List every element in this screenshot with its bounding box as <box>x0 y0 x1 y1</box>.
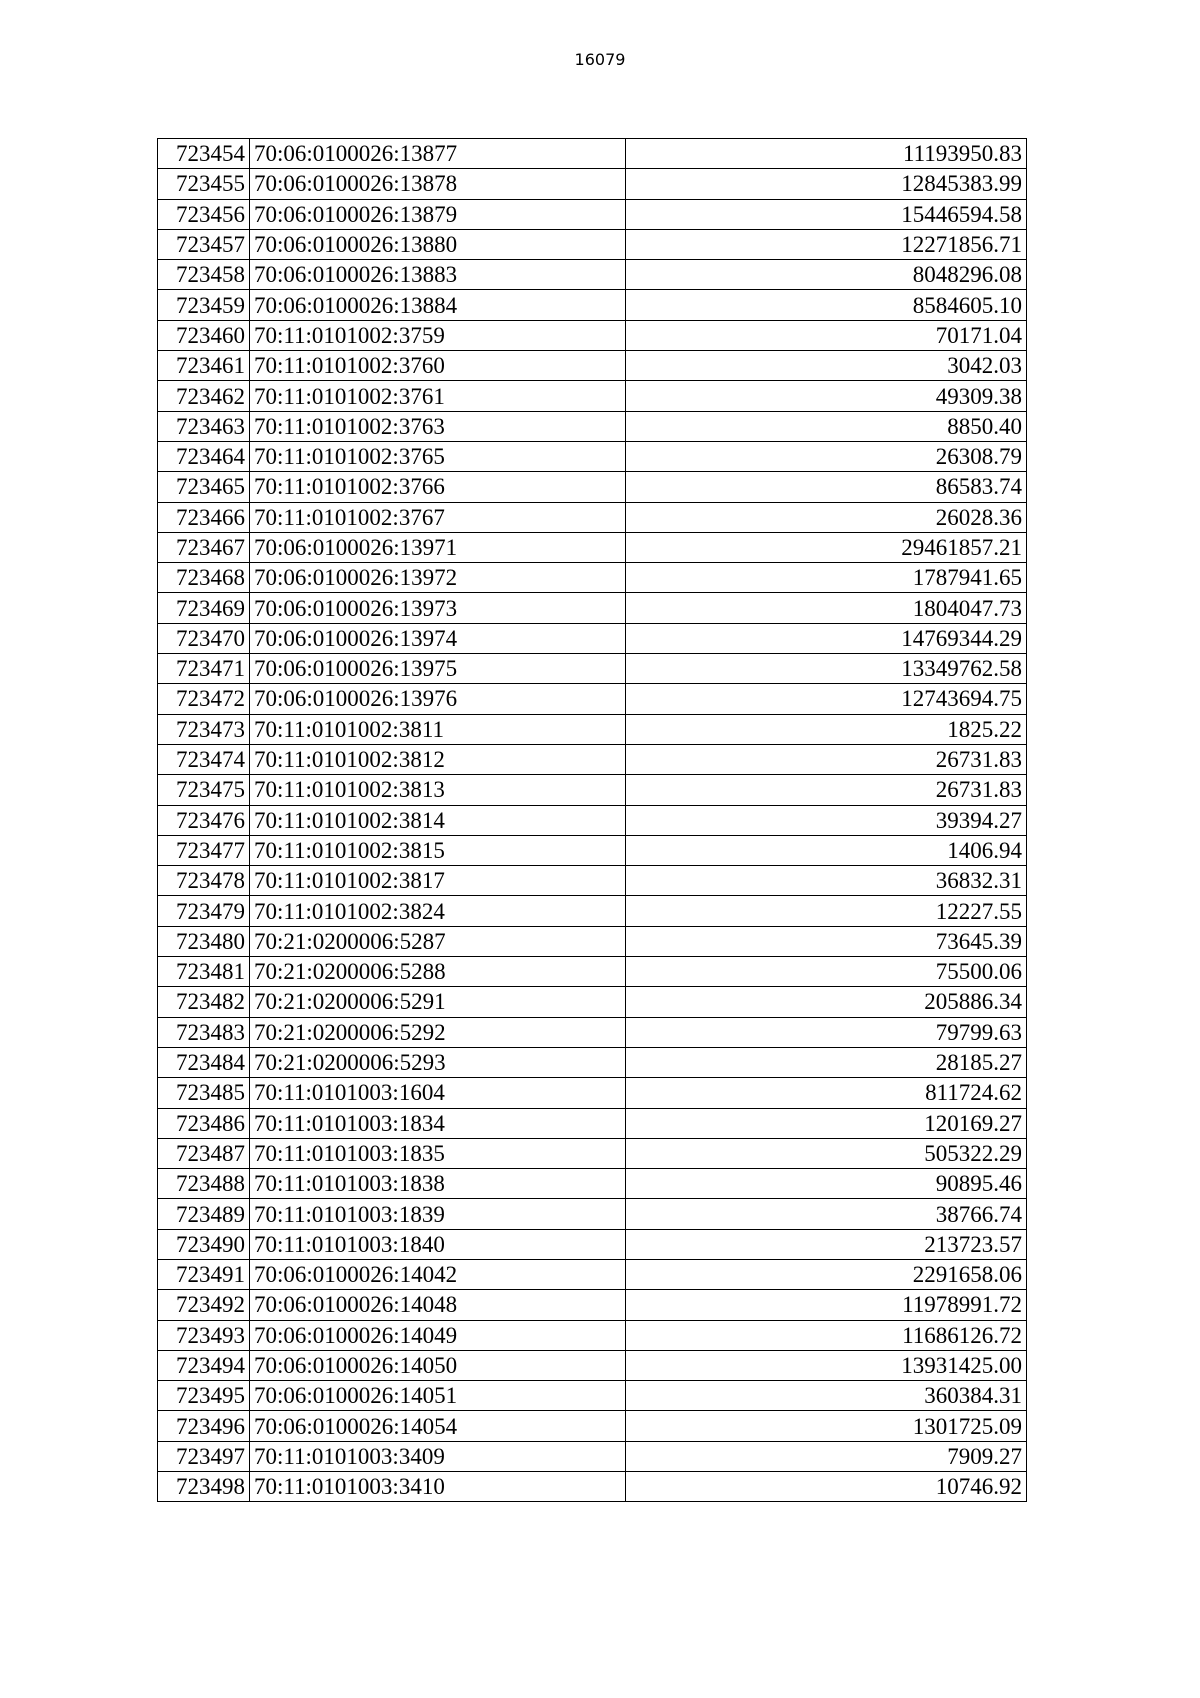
row-id-cell: 723461 <box>158 351 250 381</box>
cadastral-value-cell: 12271856.71 <box>626 229 1027 259</box>
cadastral-value-cell: 8048296.08 <box>626 260 1027 290</box>
table-row <box>158 1259 1027 1289</box>
table-row <box>158 957 1027 987</box>
table-row <box>158 987 1027 1017</box>
row-id-cell: 723496 <box>158 1411 250 1441</box>
row-id-cell: 723467 <box>158 532 250 562</box>
cadastral-value-cell: 505322.29 <box>626 1138 1027 1168</box>
row-id-cell: 723484 <box>158 1047 250 1077</box>
cadastral-value-cell: 28185.27 <box>626 1047 1027 1077</box>
row-id-cell: 723479 <box>158 896 250 926</box>
cadastral-value-cell: 1825.22 <box>626 714 1027 744</box>
table-row <box>158 229 1027 259</box>
row-id-cell: 723494 <box>158 1350 250 1380</box>
cadastral-number-cell: 70:06:0100026:13976 <box>250 684 626 714</box>
table-row <box>158 139 1027 169</box>
row-id-cell: 723472 <box>158 684 250 714</box>
row-id-cell: 723474 <box>158 744 250 774</box>
cadastral-number-cell: 70:06:0100026:14049 <box>250 1320 626 1350</box>
cadastral-number-cell: 70:06:0100026:13975 <box>250 654 626 684</box>
cadastral-number-cell: 70:11:0101003:1840 <box>250 1229 626 1259</box>
row-id-cell: 723485 <box>158 1078 250 1108</box>
row-id-cell: 723460 <box>158 320 250 350</box>
cadastral-value-cell: 13931425.00 <box>626 1350 1027 1380</box>
cadastral-value-cell: 811724.62 <box>626 1078 1027 1108</box>
cadastral-value-table <box>157 138 1027 1502</box>
table-row <box>158 1017 1027 1047</box>
table-row <box>158 320 1027 350</box>
row-id-cell: 723493 <box>158 1320 250 1350</box>
row-id-cell: 723459 <box>158 290 250 320</box>
cadastral-number-cell: 70:11:0101003:1604 <box>250 1078 626 1108</box>
row-id-cell: 723492 <box>158 1290 250 1320</box>
row-id-cell: 723476 <box>158 805 250 835</box>
table-row <box>158 563 1027 593</box>
cadastral-number-cell: 70:06:0100026:13880 <box>250 229 626 259</box>
cadastral-value-cell: 11686126.72 <box>626 1320 1027 1350</box>
cadastral-value-cell: 15446594.58 <box>626 199 1027 229</box>
cadastral-number-cell: 70:06:0100026:13883 <box>250 260 626 290</box>
table-row <box>158 866 1027 896</box>
row-id-cell: 723463 <box>158 411 250 441</box>
table-row <box>158 502 1027 532</box>
cadastral-value-cell: 26731.83 <box>626 744 1027 774</box>
row-id-cell: 723495 <box>158 1381 250 1411</box>
cadastral-value-cell: 205886.34 <box>626 987 1027 1017</box>
cadastral-number-cell: 70:21:0200006:5291 <box>250 987 626 1017</box>
cadastral-number-cell: 70:11:0101002:3766 <box>250 472 626 502</box>
cadastral-value-cell: 90895.46 <box>626 1169 1027 1199</box>
cadastral-number-cell: 70:06:0100026:14051 <box>250 1381 626 1411</box>
row-id-cell: 723482 <box>158 987 250 1017</box>
cadastral-value-cell: 12743694.75 <box>626 684 1027 714</box>
row-id-cell: 723455 <box>158 169 250 199</box>
table-row <box>158 654 1027 684</box>
cadastral-number-cell: 70:11:0101002:3811 <box>250 714 626 744</box>
row-id-cell: 723457 <box>158 229 250 259</box>
cadastral-number-cell: 70:11:0101003:3410 <box>250 1472 626 1502</box>
row-id-cell: 723469 <box>158 593 250 623</box>
row-id-cell: 723471 <box>158 654 250 684</box>
row-id-cell: 723487 <box>158 1138 250 1168</box>
table-row <box>158 835 1027 865</box>
cadastral-number-cell: 70:06:0100026:13971 <box>250 532 626 562</box>
cadastral-number-cell: 70:06:0100026:13973 <box>250 593 626 623</box>
table-row <box>158 532 1027 562</box>
table-row <box>158 290 1027 320</box>
cadastral-number-cell: 70:11:0101002:3761 <box>250 381 626 411</box>
row-id-cell: 723488 <box>158 1169 250 1199</box>
table-row <box>158 1108 1027 1138</box>
table-row <box>158 684 1027 714</box>
row-id-cell: 723477 <box>158 835 250 865</box>
cadastral-number-cell: 70:11:0101002:3814 <box>250 805 626 835</box>
cadastral-value-cell: 39394.27 <box>626 805 1027 835</box>
cadastral-value-cell: 7909.27 <box>626 1441 1027 1471</box>
cadastral-number-cell: 70:06:0100026:13879 <box>250 199 626 229</box>
row-id-cell: 723497 <box>158 1441 250 1471</box>
cadastral-number-cell: 70:11:0101002:3817 <box>250 866 626 896</box>
table-row <box>158 1441 1027 1471</box>
table-row <box>158 1047 1027 1077</box>
cadastral-value-cell: 29461857.21 <box>626 532 1027 562</box>
cadastral-number-cell: 70:21:0200006:5288 <box>250 957 626 987</box>
cadastral-value-cell: 8850.40 <box>626 411 1027 441</box>
cadastral-value-cell: 49309.38 <box>626 381 1027 411</box>
cadastral-number-cell: 70:06:0100026:13972 <box>250 563 626 593</box>
table-row <box>158 1138 1027 1168</box>
row-id-cell: 723473 <box>158 714 250 744</box>
cadastral-number-cell: 70:11:0101002:3760 <box>250 351 626 381</box>
cadastral-value-cell: 12845383.99 <box>626 169 1027 199</box>
table-row <box>158 1350 1027 1380</box>
row-id-cell: 723491 <box>158 1259 250 1289</box>
cadastral-number-cell: 70:06:0100026:13877 <box>250 139 626 169</box>
cadastral-value-cell: 70171.04 <box>626 320 1027 350</box>
row-id-cell: 723475 <box>158 775 250 805</box>
row-id-cell: 723480 <box>158 926 250 956</box>
cadastral-value-cell: 1787941.65 <box>626 563 1027 593</box>
cadastral-value-cell: 8584605.10 <box>626 290 1027 320</box>
row-id-cell: 723483 <box>158 1017 250 1047</box>
cadastral-number-cell: 70:11:0101002:3767 <box>250 502 626 532</box>
table-row <box>158 1199 1027 1229</box>
cadastral-number-cell: 70:11:0101002:3759 <box>250 320 626 350</box>
cadastral-number-cell: 70:06:0100026:13878 <box>250 169 626 199</box>
table-row <box>158 472 1027 502</box>
row-id-cell: 723468 <box>158 563 250 593</box>
cadastral-number-cell: 70:06:0100026:14054 <box>250 1411 626 1441</box>
cadastral-number-cell: 70:11:0101003:1838 <box>250 1169 626 1199</box>
cadastral-value-cell: 26028.36 <box>626 502 1027 532</box>
cadastral-value-cell: 1301725.09 <box>626 1411 1027 1441</box>
cadastral-number-cell: 70:11:0101002:3812 <box>250 744 626 774</box>
row-id-cell: 723465 <box>158 472 250 502</box>
table-row <box>158 1472 1027 1502</box>
cadastral-value-cell: 75500.06 <box>626 957 1027 987</box>
cadastral-value-cell: 26731.83 <box>626 775 1027 805</box>
table-row <box>158 805 1027 835</box>
cadastral-value-cell: 360384.31 <box>626 1381 1027 1411</box>
table-row <box>158 593 1027 623</box>
row-id-cell: 723462 <box>158 381 250 411</box>
table-row <box>158 1290 1027 1320</box>
table-row <box>158 1229 1027 1259</box>
cadastral-number-cell: 70:21:0200006:5293 <box>250 1047 626 1077</box>
table-row <box>158 714 1027 744</box>
table-row <box>158 1078 1027 1108</box>
cadastral-value-cell: 1804047.73 <box>626 593 1027 623</box>
cadastral-number-cell: 70:06:0100026:14048 <box>250 1290 626 1320</box>
row-id-cell: 723466 <box>158 502 250 532</box>
table-row <box>158 926 1027 956</box>
table-row <box>158 1169 1027 1199</box>
cadastral-value-cell: 2291658.06 <box>626 1259 1027 1289</box>
table-row <box>158 1411 1027 1441</box>
cadastral-number-cell: 70:21:0200006:5287 <box>250 926 626 956</box>
cadastral-number-cell: 70:11:0101003:1834 <box>250 1108 626 1138</box>
row-id-cell: 723490 <box>158 1229 250 1259</box>
cadastral-number-cell: 70:11:0101003:1835 <box>250 1138 626 1168</box>
row-id-cell: 723498 <box>158 1472 250 1502</box>
cadastral-value-cell: 1406.94 <box>626 835 1027 865</box>
cadastral-value-cell: 12227.55 <box>626 896 1027 926</box>
row-id-cell: 723454 <box>158 139 250 169</box>
row-id-cell: 723464 <box>158 441 250 471</box>
row-id-cell: 723470 <box>158 623 250 653</box>
table-body <box>158 139 1027 1502</box>
cadastral-value-cell: 73645.39 <box>626 926 1027 956</box>
cadastral-number-cell: 70:06:0100026:13974 <box>250 623 626 653</box>
row-id-cell: 723489 <box>158 1199 250 1229</box>
cadastral-number-cell: 70:11:0101002:3824 <box>250 896 626 926</box>
table-row <box>158 169 1027 199</box>
row-id-cell: 723486 <box>158 1108 250 1138</box>
table-row <box>158 896 1027 926</box>
cadastral-number-cell: 70:06:0100026:13884 <box>250 290 626 320</box>
table-row <box>158 411 1027 441</box>
cadastral-number-cell: 70:11:0101002:3763 <box>250 411 626 441</box>
row-id-cell: 723478 <box>158 866 250 896</box>
cadastral-number-cell: 70:06:0100026:14042 <box>250 1259 626 1289</box>
row-id-cell: 723458 <box>158 260 250 290</box>
cadastral-number-cell: 70:21:0200006:5292 <box>250 1017 626 1047</box>
row-id-cell: 723456 <box>158 199 250 229</box>
cadastral-value-cell: 79799.63 <box>626 1017 1027 1047</box>
cadastral-value-cell: 26308.79 <box>626 441 1027 471</box>
table-row <box>158 381 1027 411</box>
cadastral-value-cell: 14769344.29 <box>626 623 1027 653</box>
cadastral-number-cell: 70:06:0100026:14050 <box>250 1350 626 1380</box>
cadastral-number-cell: 70:11:0101002:3765 <box>250 441 626 471</box>
table-row <box>158 1381 1027 1411</box>
cadastral-value-cell: 11193950.83 <box>626 139 1027 169</box>
cadastral-value-cell: 213723.57 <box>626 1229 1027 1259</box>
cadastral-number-cell: 70:11:0101002:3813 <box>250 775 626 805</box>
table-row <box>158 441 1027 471</box>
table-row <box>158 1320 1027 1350</box>
cadastral-value-cell: 3042.03 <box>626 351 1027 381</box>
cadastral-number-cell: 70:11:0101003:1839 <box>250 1199 626 1229</box>
cadastral-number-cell: 70:11:0101002:3815 <box>250 835 626 865</box>
table-row <box>158 623 1027 653</box>
table-row <box>158 199 1027 229</box>
cadastral-value-cell: 36832.31 <box>626 866 1027 896</box>
cadastral-value-cell: 13349762.58 <box>626 654 1027 684</box>
cadastral-value-cell: 86583.74 <box>626 472 1027 502</box>
cadastral-number-cell: 70:11:0101003:3409 <box>250 1441 626 1471</box>
table-row <box>158 775 1027 805</box>
cadastral-value-cell: 38766.74 <box>626 1199 1027 1229</box>
cadastral-value-cell: 120169.27 <box>626 1108 1027 1138</box>
row-id-cell: 723481 <box>158 957 250 987</box>
table-row <box>158 260 1027 290</box>
table-row <box>158 351 1027 381</box>
cadastral-value-cell: 10746.92 <box>626 1472 1027 1502</box>
cadastral-value-cell: 11978991.72 <box>626 1290 1027 1320</box>
page-number: 16079 <box>574 50 626 69</box>
table-row <box>158 744 1027 774</box>
